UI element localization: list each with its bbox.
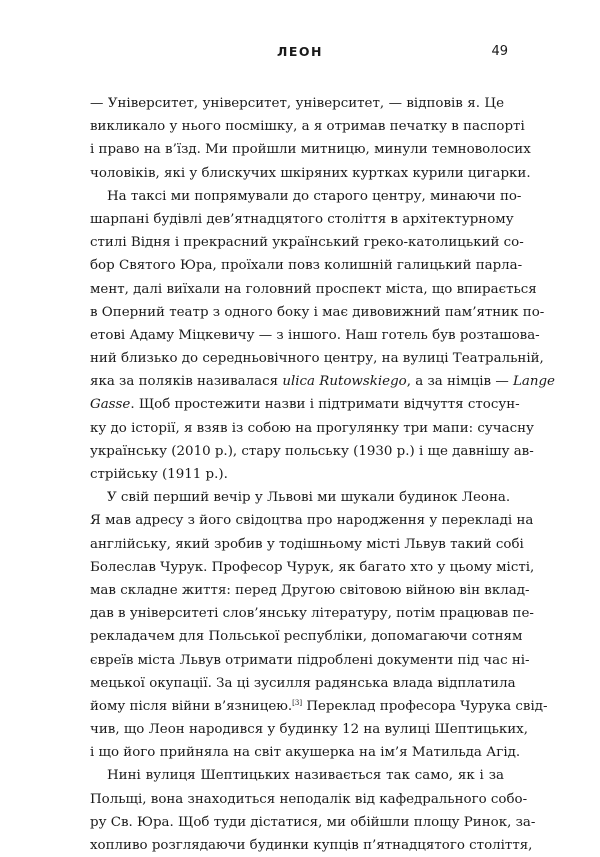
text-line xyxy=(90,417,534,440)
body-text xyxy=(90,92,555,857)
text-segment: стрійську (1911 р.). xyxy=(90,467,228,482)
text-segment: викликало у нього посмішку, а я отримав печатку в паспорті xyxy=(90,119,525,135)
text-line xyxy=(90,625,523,648)
text-line xyxy=(90,301,545,324)
italic-text: ulica Rutowskiego xyxy=(282,374,407,390)
text-segment: ру Св. Юра. Щоб туди дістатися, ми обійшли площу Ринок, за- xyxy=(90,814,536,830)
text-line xyxy=(90,741,521,764)
text-segment: На таксі ми попрямували до старого центру, минаючи по- xyxy=(107,188,522,204)
text-segment: У свій перший вечір у Львові ми шукали будинок Леона. xyxy=(107,490,511,506)
text-line xyxy=(90,834,533,857)
italic-text: Gasse xyxy=(90,397,131,413)
text-line xyxy=(90,556,535,579)
text-segment: в Оперний театр з одного боку і має дивовижний пам’ятник по- xyxy=(90,304,545,320)
text-line xyxy=(90,579,530,602)
text-line xyxy=(90,602,534,625)
text-segment: Польщі, вона знаходиться неподалік від кафедрального собо- xyxy=(90,791,528,807)
text-line xyxy=(90,162,531,185)
text-segment: мент, далі виїхали на головний проспект міста, що впирається xyxy=(90,281,537,297)
text-segment: Болеслав Чурук. Професор Чурук, як багато хто у цьому місті, xyxy=(90,559,535,575)
text-segment: ний близько до середньовічного центру, на вулиці Театральній, xyxy=(90,351,544,367)
text-line xyxy=(90,185,522,208)
text-line xyxy=(90,533,524,556)
text-line xyxy=(90,672,516,695)
text-segment: рекладачем для Польської республіки, допомагаючи сотням xyxy=(90,629,523,645)
text-segment: бор Святого Юра, проїхали повз колишній галицький парла- xyxy=(90,258,523,274)
text-segment: яка за поляків називалася xyxy=(90,374,283,390)
footnote-ref[interactable]: [3] xyxy=(292,698,303,707)
text-line xyxy=(90,486,511,509)
text-segment: ку до історії, я взяв із собою на прогулянку три мапи: сучасну xyxy=(90,420,534,436)
text-line xyxy=(90,695,548,718)
text-segment: і право на в’їзд. Ми пройшли митницю, минули темноволосих xyxy=(90,142,531,158)
text-segment: — Університет, університет, університет, — відповів я. Це xyxy=(90,96,504,111)
text-line xyxy=(90,649,530,672)
text-segment: . Щоб простежити назви і підтримати відчуття стосун- xyxy=(130,397,520,413)
text-line xyxy=(90,463,504,486)
text-line xyxy=(90,138,531,161)
text-segment: чоловіків, які у блискучих шкіряних куртках курили цигарки. xyxy=(90,165,531,181)
text-line xyxy=(90,764,504,787)
text-segment: чив, що Леон народився у будинку 12 на вулиці Шептицьких, xyxy=(90,722,528,738)
text-segment: Нині вулиця Шептицьких називається так само, як і за xyxy=(107,768,504,784)
text-segment: англійську, який зробив у тодішньому місті Львув такий собі xyxy=(90,536,524,552)
text-segment: шарпані будівлі дев’ятнадцятого століття в архітектурному xyxy=(90,211,514,227)
text-segment: стилі Відня і прекрасний український греко-католицький со- xyxy=(90,235,524,251)
text-segment: мав складне життя: перед Другою світовою війною він вклад- xyxy=(90,582,530,598)
text-segment: євреїв міста Львув отримати підроблені документи під час ні- xyxy=(90,652,530,668)
running-header: ЛЕОН xyxy=(276,44,323,59)
text-line xyxy=(90,509,534,532)
text-line xyxy=(90,718,528,741)
text-line xyxy=(90,208,514,231)
text-line xyxy=(90,788,528,811)
text-line xyxy=(90,115,525,138)
text-line xyxy=(90,324,540,347)
text-line xyxy=(90,370,555,393)
text-segment: , а за німців — xyxy=(406,374,513,390)
text-segment: хопливо розглядаючи будинки купців п’ятнадцятого століття, xyxy=(90,838,533,853)
text-segment: етові Адаму Міцкевичу — з іншого. Наш готель був розташова- xyxy=(90,327,540,343)
text-line xyxy=(90,278,537,301)
text-line xyxy=(90,347,544,370)
text-line xyxy=(90,254,523,277)
page-number: 49 xyxy=(491,44,508,59)
italic-text: Lange xyxy=(512,374,555,390)
text-line xyxy=(90,811,536,834)
text-segment: Переклад професора Чурука свід- xyxy=(302,698,548,714)
text-line xyxy=(90,393,520,416)
text-segment: українську (2010 р.), стару польську (1930 р.) і ще давнішу ав- xyxy=(90,443,534,459)
text-segment: і що його прийняла на світ акушерка на ім’я Матильда Агід. xyxy=(90,745,521,761)
text-segment: мецької окупації. За ці зусилля радянська влада відплатила xyxy=(90,675,516,691)
text-segment: йому після війни в’язницею. xyxy=(90,698,293,714)
text-segment: Я мав адресу з його свідоцтва про народження у перекладі на xyxy=(90,513,534,529)
text-line xyxy=(90,231,524,254)
text-line xyxy=(90,92,504,115)
text-line xyxy=(90,440,534,463)
text-segment: дав в університеті слов’янську літературу, потім працював пе- xyxy=(90,606,534,622)
